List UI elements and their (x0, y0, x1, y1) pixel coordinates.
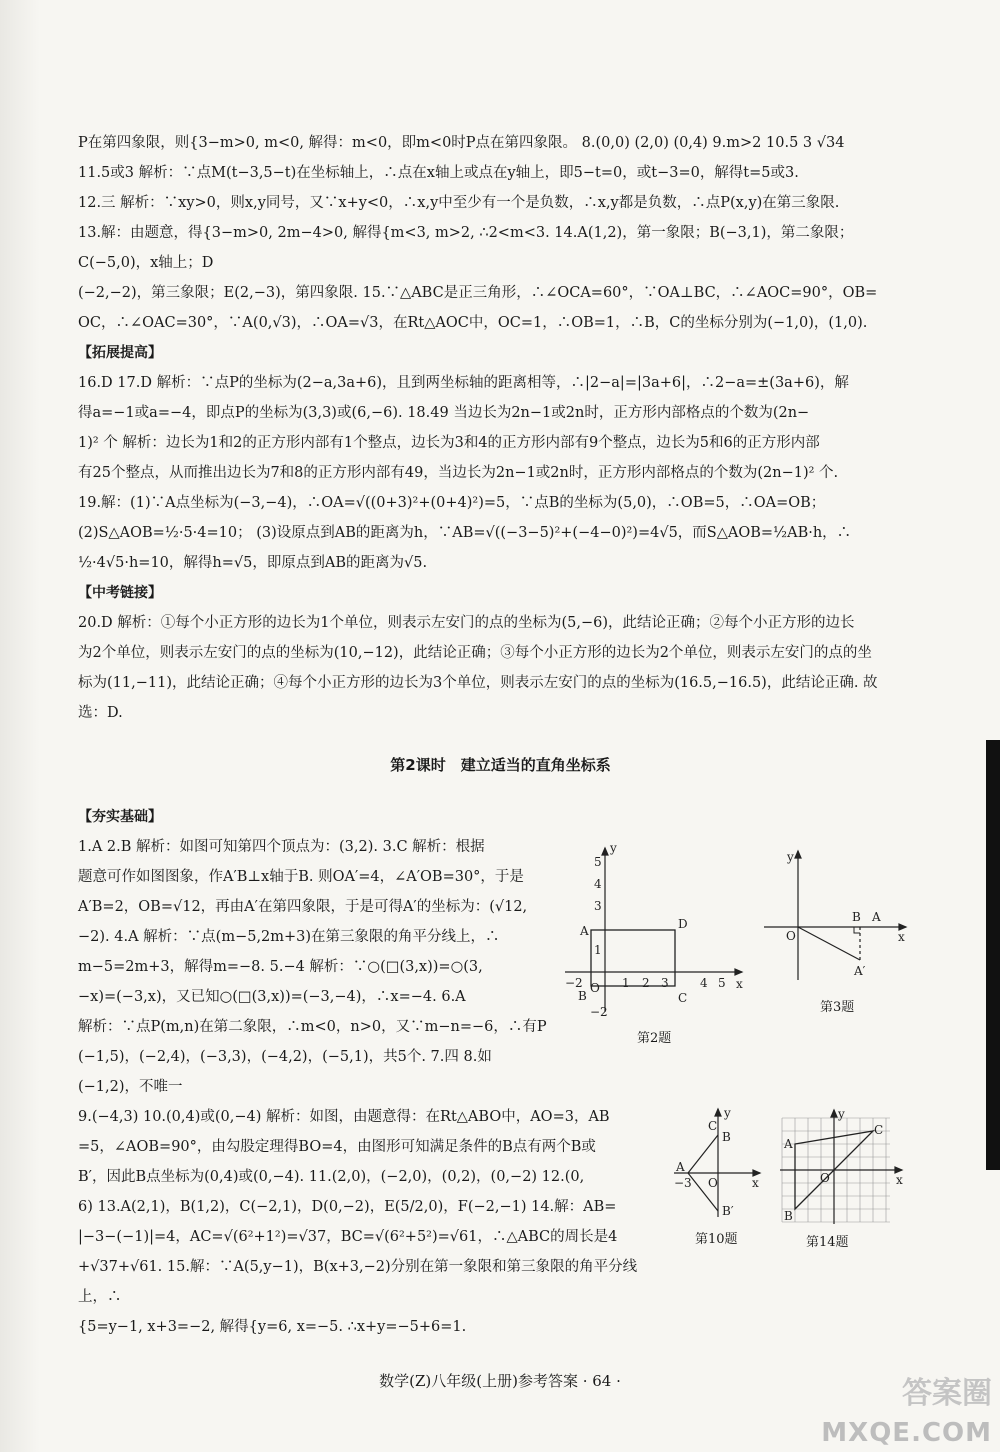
fig2-tick-y5: 5 (594, 855, 602, 869)
fig2-tick-y4: 4 (594, 877, 602, 891)
text-line: 题意可作如图图象，作A′B⊥x轴于B. 则OA′=4，∠A′OB=30°，于是 (78, 869, 524, 885)
figure-14 (778, 1108, 906, 1226)
text-line: 11.5或3 解析：∵点M(t−3,5−t)在坐标轴上，∴点在x轴上或点在y轴上，即5−t=0，或t−3=0，解得t=5或3. (78, 165, 799, 181)
text-line: +√37+√61. 15.解：∵A(5,y−1)，B(x+3,−2)分别在第一象限和第三象限的角平分线上，∴ (78, 1259, 638, 1305)
caption-fig14: 第14题 (806, 1235, 849, 1250)
text-line: ½·4√5·h=10，解得h=√5，即原点到AB的距离为√5. (78, 555, 428, 571)
figure-3 (760, 845, 910, 985)
fig14-origin: O (820, 1171, 830, 1185)
text-line: 选：D. (78, 705, 123, 721)
text-line: −2). 4.A 解析：∵点(m−5,2m+3)在第三象限的角平分线上，∴ (78, 929, 500, 945)
text-line: 得a=−1或a=−4，即点P的坐标为(3,3)或(6,−6). 18.49 当边长为2n−1或2n时，正方形内部格点的个数为(2n− (78, 405, 810, 421)
fig2-tick-y-2: −2 (590, 1005, 608, 1019)
text-line: 为2个单位，则表示左安门的点的坐标为(10,−12)，此结论正确；③每个小正方形的边长为2个单位，则表示左安门的点的坐 (78, 645, 872, 661)
left-column (78, 832, 558, 1102)
fig10-tick-neg3: −3 (674, 1176, 692, 1190)
fig10-y-label: y (724, 1106, 731, 1120)
fig3-point-a-prime: A′ (854, 964, 866, 978)
text-line: OC，∴∠OAC=30°，∵A(0,√3)，∴OA=√3，在Rt△AOC中，OC=1，∴OB=1，∴B，C的坐标分别为(−1,0)，(1,0). (78, 315, 868, 331)
fig2-y-label: y (610, 841, 617, 855)
fig3-point-a: A (872, 910, 881, 924)
section-heading: 【夯实基础】 (78, 809, 162, 825)
fig2-tick-y3: 3 (594, 899, 602, 913)
fig2-tick-x5: 5 (718, 976, 726, 990)
fig2-point-b: B (578, 989, 587, 1003)
lower-column (78, 1102, 658, 1312)
fig2-x-label: x (736, 977, 743, 991)
page-edge-shadow (0, 0, 40, 1452)
text-line: (−1,2)，不唯一 (78, 1079, 183, 1095)
fig3-origin: O (786, 929, 796, 943)
text-line: (2)S△AOB=½·5·4=10； (3)设原点到AB的距离为h，∵AB=√((−3−5)²+(−4−0)²)=4√5，而S△AOB=½AB·h，∴ (78, 525, 852, 541)
caption-fig3: 第3题 (820, 1000, 855, 1015)
fig2-tick-x1: 1 (622, 976, 630, 990)
text-line: 19.解：(1)∵A点坐标为(−3,−4)，∴OA=√((0+3)²+(0+4)²)=5，∵点B的坐标为(5,0)，∴OB=5，∴OA=OB； (78, 495, 826, 511)
section-heading: 【拓展提高】 (78, 345, 162, 361)
text-line: 标为(11,−11)，此结论正确；④每个小正方形的边长为3个单位，则表示左安门的点的坐标为(16.5,−16.5)，此结论正确. 故 (78, 675, 878, 691)
fig2-tick-x-2: −2 (565, 976, 583, 990)
text-line: (−2,−2)，第三象限；E(2,−3)，第四象限. 15.∵△ABC是正三角形，∴∠OCA=60°，∵OA⊥BC，∴∠AOC=90°，OB= (78, 285, 878, 301)
text-line: =5，∠AOB=90°，由勾股定理得BO=4，由图形可知满足条件的B点有两个B或 (78, 1139, 596, 1155)
caption-fig10: 第10题 (695, 1232, 738, 1247)
text-line: 16.D 17.D 解析：∵点P的坐标为(2−a,3a+6)，且到两坐标轴的距离相等，∴|2−a|=|3a+6|，∴2−a=±(3a+6)，解 (78, 375, 849, 391)
fig3-y-label: y (787, 850, 794, 864)
fig2-point-c: C (678, 991, 688, 1005)
fig2-origin: O (590, 981, 600, 995)
fig14-point-a: A (784, 1137, 793, 1151)
fig2-point-a: A (580, 924, 589, 938)
fig14-y-label: y (838, 1108, 845, 1121)
text-line: 12.三 解析：∵xy>0，则x,y同号，又∵x+y<0，∴x,y中至少有一个是负数，∴x,y都是负数，∴点P(x,y)在第三象限. (78, 195, 840, 211)
page-tab-marker (986, 740, 1000, 1170)
section-heading: 【中考链接】 (78, 585, 162, 601)
fig2-tick-x4: 4 (700, 976, 708, 990)
fig14-x-label: x (896, 1173, 903, 1187)
text-line: 9.(−4,3) 10.(0,4)或(0,−4) 解析：如图，由题意得：在Rt△ABO中，AO=3，AB (78, 1109, 610, 1125)
segment-oa-prime (798, 927, 860, 960)
fig2-tick-y1: 1 (594, 943, 602, 957)
fig3-x-label: x (898, 930, 905, 944)
fig2-point-d: D (678, 917, 688, 931)
fig14-point-b: B (784, 1209, 793, 1223)
watermark-text: MXQE.COM (821, 1418, 992, 1448)
text-line: −x)=(−3,x)，又已知○(□(3,x))=(−3,−4)，∴x=−4. 6.A (78, 989, 466, 1005)
fig10-point-b: B (722, 1130, 731, 1144)
fig10-origin: O (708, 1176, 718, 1190)
text-line: A′B=2，OB=√12，再由A′在第四象限，于是可得A′的坐标为：(√12, (78, 899, 528, 915)
text-line: 有25个整点，从而推出边长为7和8的正方形内部有49，当边长为2n−1或2n时，正方形内部格点的个数为(2n−1)² 个. (78, 465, 839, 481)
figure-2 (560, 840, 750, 1020)
text-line: B′，因此B点坐标为(0,4)或(0,−4). 11.(2,0)，(−2,0)，(0,2)，(0,−2) 12.(0, (78, 1169, 585, 1185)
text-line: 6) 13.A(2,1)，B(1,2)，C(−2,1)，D(0,−2)，E(5/2,0)，F(−2,−1) 14.解：AB= (78, 1199, 617, 1215)
figure-10 (672, 1105, 762, 1220)
text-line: 解析：∵点P(m,n)在第二象限，∴m<0，n>0，又∵m−n=−6，∴有P (78, 1019, 547, 1035)
fig2-tick-x3: 3 (661, 976, 669, 990)
text-line: (−1,5)，(−2,4)，(−3,3)，(−4,2)，(−5,1)，共5个. 7.四 8.如 (78, 1049, 492, 1065)
text-line: |−3−(−1)|=4，AC=√(6²+1²)=√37，BC=√(6²+5²)=√61，∴△ABC的周长是4 (78, 1229, 618, 1245)
fig14-point-c: C (874, 1123, 884, 1137)
caption-fig2: 第2题 (637, 1031, 672, 1046)
text-line: {5=y−1, x+3=−2, 解得{y=6, x=−5. ∴x+y=−5+6=1. (78, 1319, 467, 1335)
text-line: 1.A 2.B 解析：如图可知第四个顶点为：(3,2). 3.C 解析：根据 (78, 839, 485, 855)
segment-ab (688, 1135, 718, 1173)
fig10-point-b-prime: B′ (722, 1204, 734, 1218)
text-line: m−5=2m+3，解得m=−8. 5.−4 解析：∵○(□(3,x))=○(3, (78, 959, 483, 975)
fig10-x-label: x (752, 1176, 759, 1190)
watermark-logo: 答案圈 (902, 1376, 992, 1411)
text-line: 1)² 个 解析：边长为1和2的正方形内部有1个整点，边长为3和4的正方形内部有9个整点，边长为5和6的正方形内部 (78, 435, 820, 451)
text-line: 13.解：由题意，得{3−m>0, 2m−4>0, 解得{m<3, m>2, ∴2<m<3. 14.A(1,2)，第一象限；B(−3,1)，第二象限；C(−5,0)，x轴上；D (78, 225, 854, 271)
lesson-title: 第2课时 建立适当的直角坐标系 (390, 756, 611, 774)
text-line: P在第四象限，则{3−m>0, m<0, 解得：m<0，即m<0时P点在第四象限。 8.(0,0) (2,0) (0,4) 9.m>2 10.5 3 √34 (78, 135, 845, 151)
fig2-tick-x2: 2 (642, 976, 650, 990)
page-footer: 数学(Z)八年级(上册)参考答案 · 64 · (379, 1372, 621, 1390)
fig10-point-c: C (708, 1119, 718, 1133)
fig10-point-a: A (676, 1160, 685, 1174)
text-line: 20.D 解析：①每个小正方形的边长为1个单位，则表示左安门的点的坐标为(5,−6)，此结论正确；②每个小正方形的边长 (78, 615, 855, 631)
fig3-point-b: B (852, 910, 861, 924)
